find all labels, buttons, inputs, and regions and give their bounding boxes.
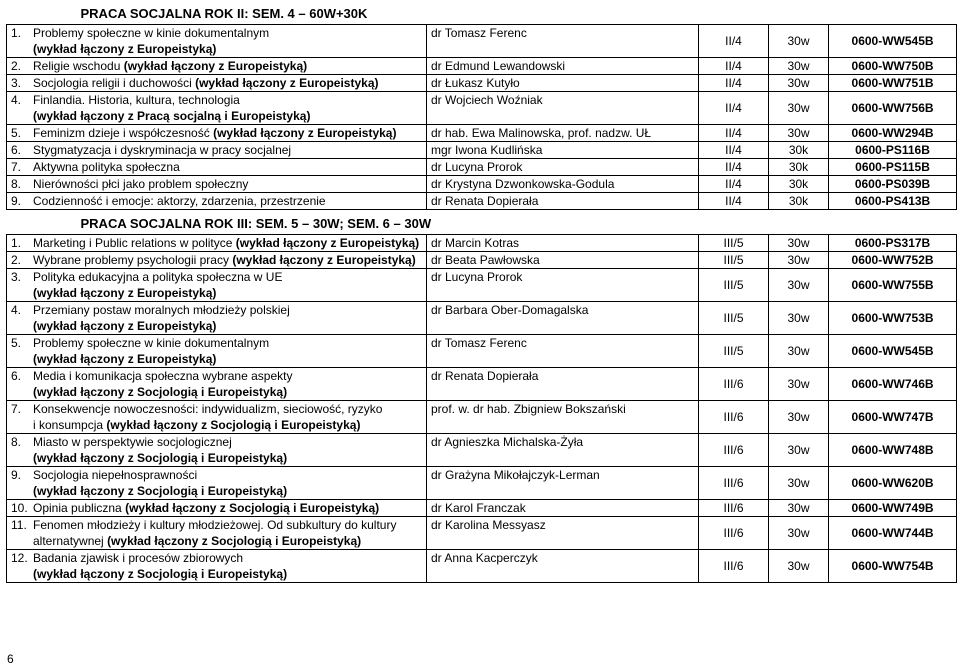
section-header-row (7, 210, 957, 235)
course-number: 9. (11, 194, 22, 208)
course-number: 7. (11, 160, 22, 174)
course-title: Finlandia. Historia, kultura, technologia (33, 93, 240, 107)
course-number: 12. (11, 551, 28, 565)
course-title-cell (7, 142, 427, 159)
course-code-cell: 0600-WW753B (829, 302, 957, 335)
course-code-cell: 0600-WW746B (829, 368, 957, 401)
joint-lecture-note: (wykład łączony z Socjologią i Europeistyką) (107, 534, 362, 548)
course-code-cell: 0600-PS413B (829, 193, 957, 210)
lecturer-cell: dr Beata Pawłowska (427, 252, 699, 269)
course-code-cell: 0600-WW756B (829, 92, 957, 125)
course-title: Aktywna polityka społeczna (33, 160, 180, 174)
joint-lecture-note: (wykład łączony z Socjologią i Europeistyką) (33, 567, 288, 581)
course-title: Feminizm dzieje i współczesność (33, 126, 210, 140)
hours-cell: 30w (769, 125, 829, 142)
course-number: 8. (11, 435, 22, 449)
courses-table (6, 0, 957, 583)
course-number: 6. (11, 143, 22, 157)
course-title: Konsekwencje nowoczesności: indywidualizm, sieciowość, ryzyko (33, 402, 383, 416)
joint-lecture-note: (wykład łączony z Socjologią i Europeistyką) (33, 484, 288, 498)
course-row (7, 75, 957, 92)
hours-cell: 30w (769, 401, 829, 434)
page-number: 6 (7, 652, 14, 666)
course-number: 7. (11, 402, 22, 416)
course-row (7, 401, 957, 434)
course-code-cell: 0600-WW744B (829, 517, 957, 550)
course-title: Stygmatyzacja i dyskryminacja w pracy socjalnej (33, 143, 292, 157)
course-code-cell: 0600-WW750B (829, 58, 957, 75)
section-title: PRACA SOCJALNA ROK II: SEM. 4 – 60W+30K (80, 6, 368, 21)
course-title-cell (7, 335, 427, 368)
course-number: 3. (11, 76, 22, 90)
course-row (7, 235, 957, 252)
course-number: 10. (11, 501, 28, 515)
lecturer-cell: dr Renata Dopierała (427, 193, 699, 210)
course-title-cell (7, 500, 427, 517)
hours-cell: 30k (769, 176, 829, 193)
course-code-cell: 0600-WW545B (829, 25, 957, 58)
joint-lecture-note: (wykład łączony z Europeistyką) (235, 236, 420, 250)
course-number: 1. (11, 26, 22, 40)
course-title-cell (7, 159, 427, 176)
course-row (7, 302, 957, 335)
year-semester-cell: III/5 (699, 302, 769, 335)
course-code-cell: 0600-WW747B (829, 401, 957, 434)
joint-lecture-note: (wykład łączony z Europeistyką) (213, 126, 397, 140)
lecturer-cell: dr Agnieszka Michalska-Żyła (427, 434, 699, 467)
year-semester-cell: II/4 (699, 142, 769, 159)
hours-cell: 30w (769, 58, 829, 75)
joint-lecture-note: (wykład łączony z Socjologią i Europeistyką) (33, 385, 288, 399)
course-title: Opinia publiczna (33, 501, 122, 515)
course-row (7, 550, 957, 583)
lecturer-cell: dr Karol Franczak (427, 500, 699, 517)
course-title: Problemy społeczne w kinie dokumentalnym (33, 26, 270, 40)
course-number: 8. (11, 177, 22, 191)
lecturer-cell: dr Edmund Lewandowski (427, 58, 699, 75)
course-row (7, 193, 957, 210)
course-title-cell (7, 75, 427, 92)
course-title: Marketing i Public relations w polityce (33, 236, 233, 250)
course-code-cell: 0600-WW755B (829, 269, 957, 302)
lecturer-cell: dr Karolina Messyasz (427, 517, 699, 550)
course-code-cell: 0600-WW754B (829, 550, 957, 583)
year-semester-cell: III/6 (699, 517, 769, 550)
lecturer-cell: dr Marcin Kotras (427, 235, 699, 252)
joint-lecture-note: (wykład łączony z Europeistyką) (33, 286, 217, 300)
course-number: 3. (11, 270, 22, 284)
hours-cell: 30w (769, 25, 829, 58)
course-code-cell: 0600-WW545B (829, 335, 957, 368)
course-title-cell (7, 125, 427, 142)
lecturer-cell: dr Tomasz Ferenc (427, 335, 699, 368)
section-header-row (7, 0, 957, 25)
joint-lecture-note: (wykład łączony z Europeistyką) (33, 319, 217, 333)
joint-lecture-note: (wykład łączony z Europeistyką) (123, 59, 308, 73)
course-row (7, 434, 957, 467)
hours-cell: 30w (769, 302, 829, 335)
year-semester-cell: II/4 (699, 159, 769, 176)
hours-cell: 30w (769, 467, 829, 500)
section-title: PRACA SOCJALNA ROK III: SEM. 5 – 30W; SEM. 6 – 30W (80, 216, 432, 231)
course-number: 5. (11, 126, 22, 140)
year-semester-cell: II/4 (699, 92, 769, 125)
course-row (7, 92, 957, 125)
course-row (7, 368, 957, 401)
lecturer-cell: mgr Iwona Kudlińska (427, 142, 699, 159)
year-semester-cell: II/4 (699, 125, 769, 142)
year-semester-cell: III/5 (699, 235, 769, 252)
year-semester-cell: III/5 (699, 252, 769, 269)
year-semester-cell: III/6 (699, 467, 769, 500)
hours-cell: 30w (769, 517, 829, 550)
hours-cell: 30k (769, 159, 829, 176)
year-semester-cell: III/6 (699, 550, 769, 583)
hours-cell: 30k (769, 193, 829, 210)
course-row (7, 159, 957, 176)
course-title-cell (7, 434, 427, 467)
lecturer-cell: dr Wojciech Woźniak (427, 92, 699, 125)
course-row (7, 269, 957, 302)
course-title-cell (7, 517, 427, 550)
course-number: 11. (11, 518, 27, 532)
course-title-cell (7, 252, 427, 269)
course-row (7, 25, 957, 58)
course-number: 1. (11, 236, 22, 250)
course-code-cell: 0600-WW752B (829, 252, 957, 269)
course-code-cell: 0600-WW748B (829, 434, 957, 467)
year-semester-cell: III/5 (699, 335, 769, 368)
hours-cell: 30w (769, 92, 829, 125)
course-row (7, 142, 957, 159)
course-title: Problemy społeczne w kinie dokumentalnym (33, 336, 270, 350)
course-number: 2. (11, 253, 22, 267)
year-semester-cell: III/5 (699, 269, 769, 302)
course-row (7, 176, 957, 193)
course-title: Socjologia religii i duchowości (33, 76, 192, 90)
course-title: Socjologia niepełnosprawności (33, 468, 198, 482)
joint-lecture-note: (wykład łączony z Socjologią i Europeistyką) (33, 451, 288, 465)
lecturer-cell: dr Anna Kacperczyk (427, 550, 699, 583)
joint-lecture-note: (wykład łączony z Europeistyką) (33, 42, 217, 56)
hours-cell: 30w (769, 550, 829, 583)
course-number: 5. (11, 336, 22, 350)
course-title-cell (7, 467, 427, 500)
lecturer-cell: dr hab. Ewa Malinowska, prof. nadzw. UŁ (427, 125, 699, 142)
course-code-cell: 0600-PS115B (829, 159, 957, 176)
joint-lecture-note: (wykład łączony z Socjologią i Europeistyką) (125, 501, 380, 515)
course-number: 4. (11, 93, 22, 107)
course-title-cell (7, 302, 427, 335)
hours-cell: 30w (769, 335, 829, 368)
course-number: 9. (11, 468, 22, 482)
course-number: 6. (11, 369, 22, 383)
lecturer-cell: dr Krystyna Dzwonkowska-Godula (427, 176, 699, 193)
year-semester-cell: III/6 (699, 401, 769, 434)
course-row (7, 467, 957, 500)
course-row (7, 517, 957, 550)
lecturer-cell: dr Tomasz Ferenc (427, 25, 699, 58)
year-semester-cell: III/6 (699, 368, 769, 401)
course-code-cell: 0600-WW620B (829, 467, 957, 500)
course-row (7, 252, 957, 269)
course-title-cell (7, 25, 427, 58)
course-row (7, 125, 957, 142)
course-code-cell: 0600-PS039B (829, 176, 957, 193)
year-semester-cell: II/4 (699, 176, 769, 193)
course-title-cont: i konsumpcja (33, 418, 104, 432)
course-title-cell (7, 401, 427, 434)
course-title-cell (7, 58, 427, 75)
hours-cell: 30w (769, 368, 829, 401)
hours-cell: 30w (769, 252, 829, 269)
course-title-cell (7, 550, 427, 583)
year-semester-cell: II/4 (699, 25, 769, 58)
year-semester-cell: II/4 (699, 75, 769, 92)
lecturer-cell: dr Lucyna Prorok (427, 269, 699, 302)
course-row (7, 58, 957, 75)
course-title: Media i komunikacja społeczna wybrane aspekty (33, 369, 293, 383)
joint-lecture-note: (wykład łączony z Europeistyką) (195, 76, 379, 90)
course-title: Codzienność i emocje: aktorzy, zdarzenia, przestrzenie (33, 194, 326, 208)
course-code-cell: 0600-PS116B (829, 142, 957, 159)
hours-cell: 30w (769, 75, 829, 92)
hours-cell: 30w (769, 269, 829, 302)
course-row (7, 500, 957, 517)
course-title: Fenomen młodzieży i kultury młodzieżowej. Od subkultury do kultury (33, 518, 397, 532)
lecturer-cell: prof. w. dr hab. Zbigniew Bokszański (427, 401, 699, 434)
year-semester-cell: III/6 (699, 434, 769, 467)
hours-cell: 30k (769, 142, 829, 159)
year-semester-cell: II/4 (699, 193, 769, 210)
course-code-cell: 0600-WW294B (829, 125, 957, 142)
joint-lecture-note: (wykład łączony z Socjologią i Europeistyką) (106, 418, 361, 432)
hours-cell: 30w (769, 235, 829, 252)
course-code-cell: 0600-WW749B (829, 500, 957, 517)
course-number: 4. (11, 303, 22, 317)
lecturer-cell: dr Barbara Ober-Domagalska (427, 302, 699, 335)
course-title-cell (7, 92, 427, 125)
course-title: Polityka edukacyjna a polityka społeczna w UE (33, 270, 283, 284)
course-row (7, 335, 957, 368)
course-title-cell (7, 269, 427, 302)
hours-cell: 30w (769, 500, 829, 517)
course-title-cell (7, 193, 427, 210)
joint-lecture-note: (wykład łączony z Europeistyką) (232, 253, 416, 267)
course-code-cell: 0600-PS317B (829, 235, 957, 252)
lecturer-cell: dr Grażyna Mikołajczyk-Lerman (427, 467, 699, 500)
joint-lecture-note: (wykład łączony z Pracą socjalną i Europeistyką) (33, 109, 311, 123)
year-semester-cell: III/6 (699, 500, 769, 517)
lecturer-cell: dr Łukasz Kutyło (427, 75, 699, 92)
lecturer-cell: dr Lucyna Prorok (427, 159, 699, 176)
course-title: Badania zjawisk i procesów zbiorowych (33, 551, 244, 565)
course-title: Religie wschodu (33, 59, 121, 73)
course-title-cell (7, 176, 427, 193)
course-number: 2. (11, 59, 22, 73)
course-title: Przemiany postaw moralnych młodzieży polskiej (33, 303, 290, 317)
joint-lecture-note: (wykład łączony z Europeistyką) (33, 352, 217, 366)
year-semester-cell: II/4 (699, 58, 769, 75)
lecturer-cell: dr Renata Dopierała (427, 368, 699, 401)
course-title-cell (7, 235, 427, 252)
course-title: Wybrane problemy psychologii pracy (33, 253, 229, 267)
hours-cell: 30w (769, 434, 829, 467)
course-title-cell (7, 368, 427, 401)
course-title: Miasto w perspektywie socjologicznej (33, 435, 232, 449)
course-code-cell: 0600-WW751B (829, 75, 957, 92)
course-title-cont: alternatywnej (33, 534, 104, 548)
course-title: Nierówności płci jako problem społeczny (33, 177, 249, 191)
